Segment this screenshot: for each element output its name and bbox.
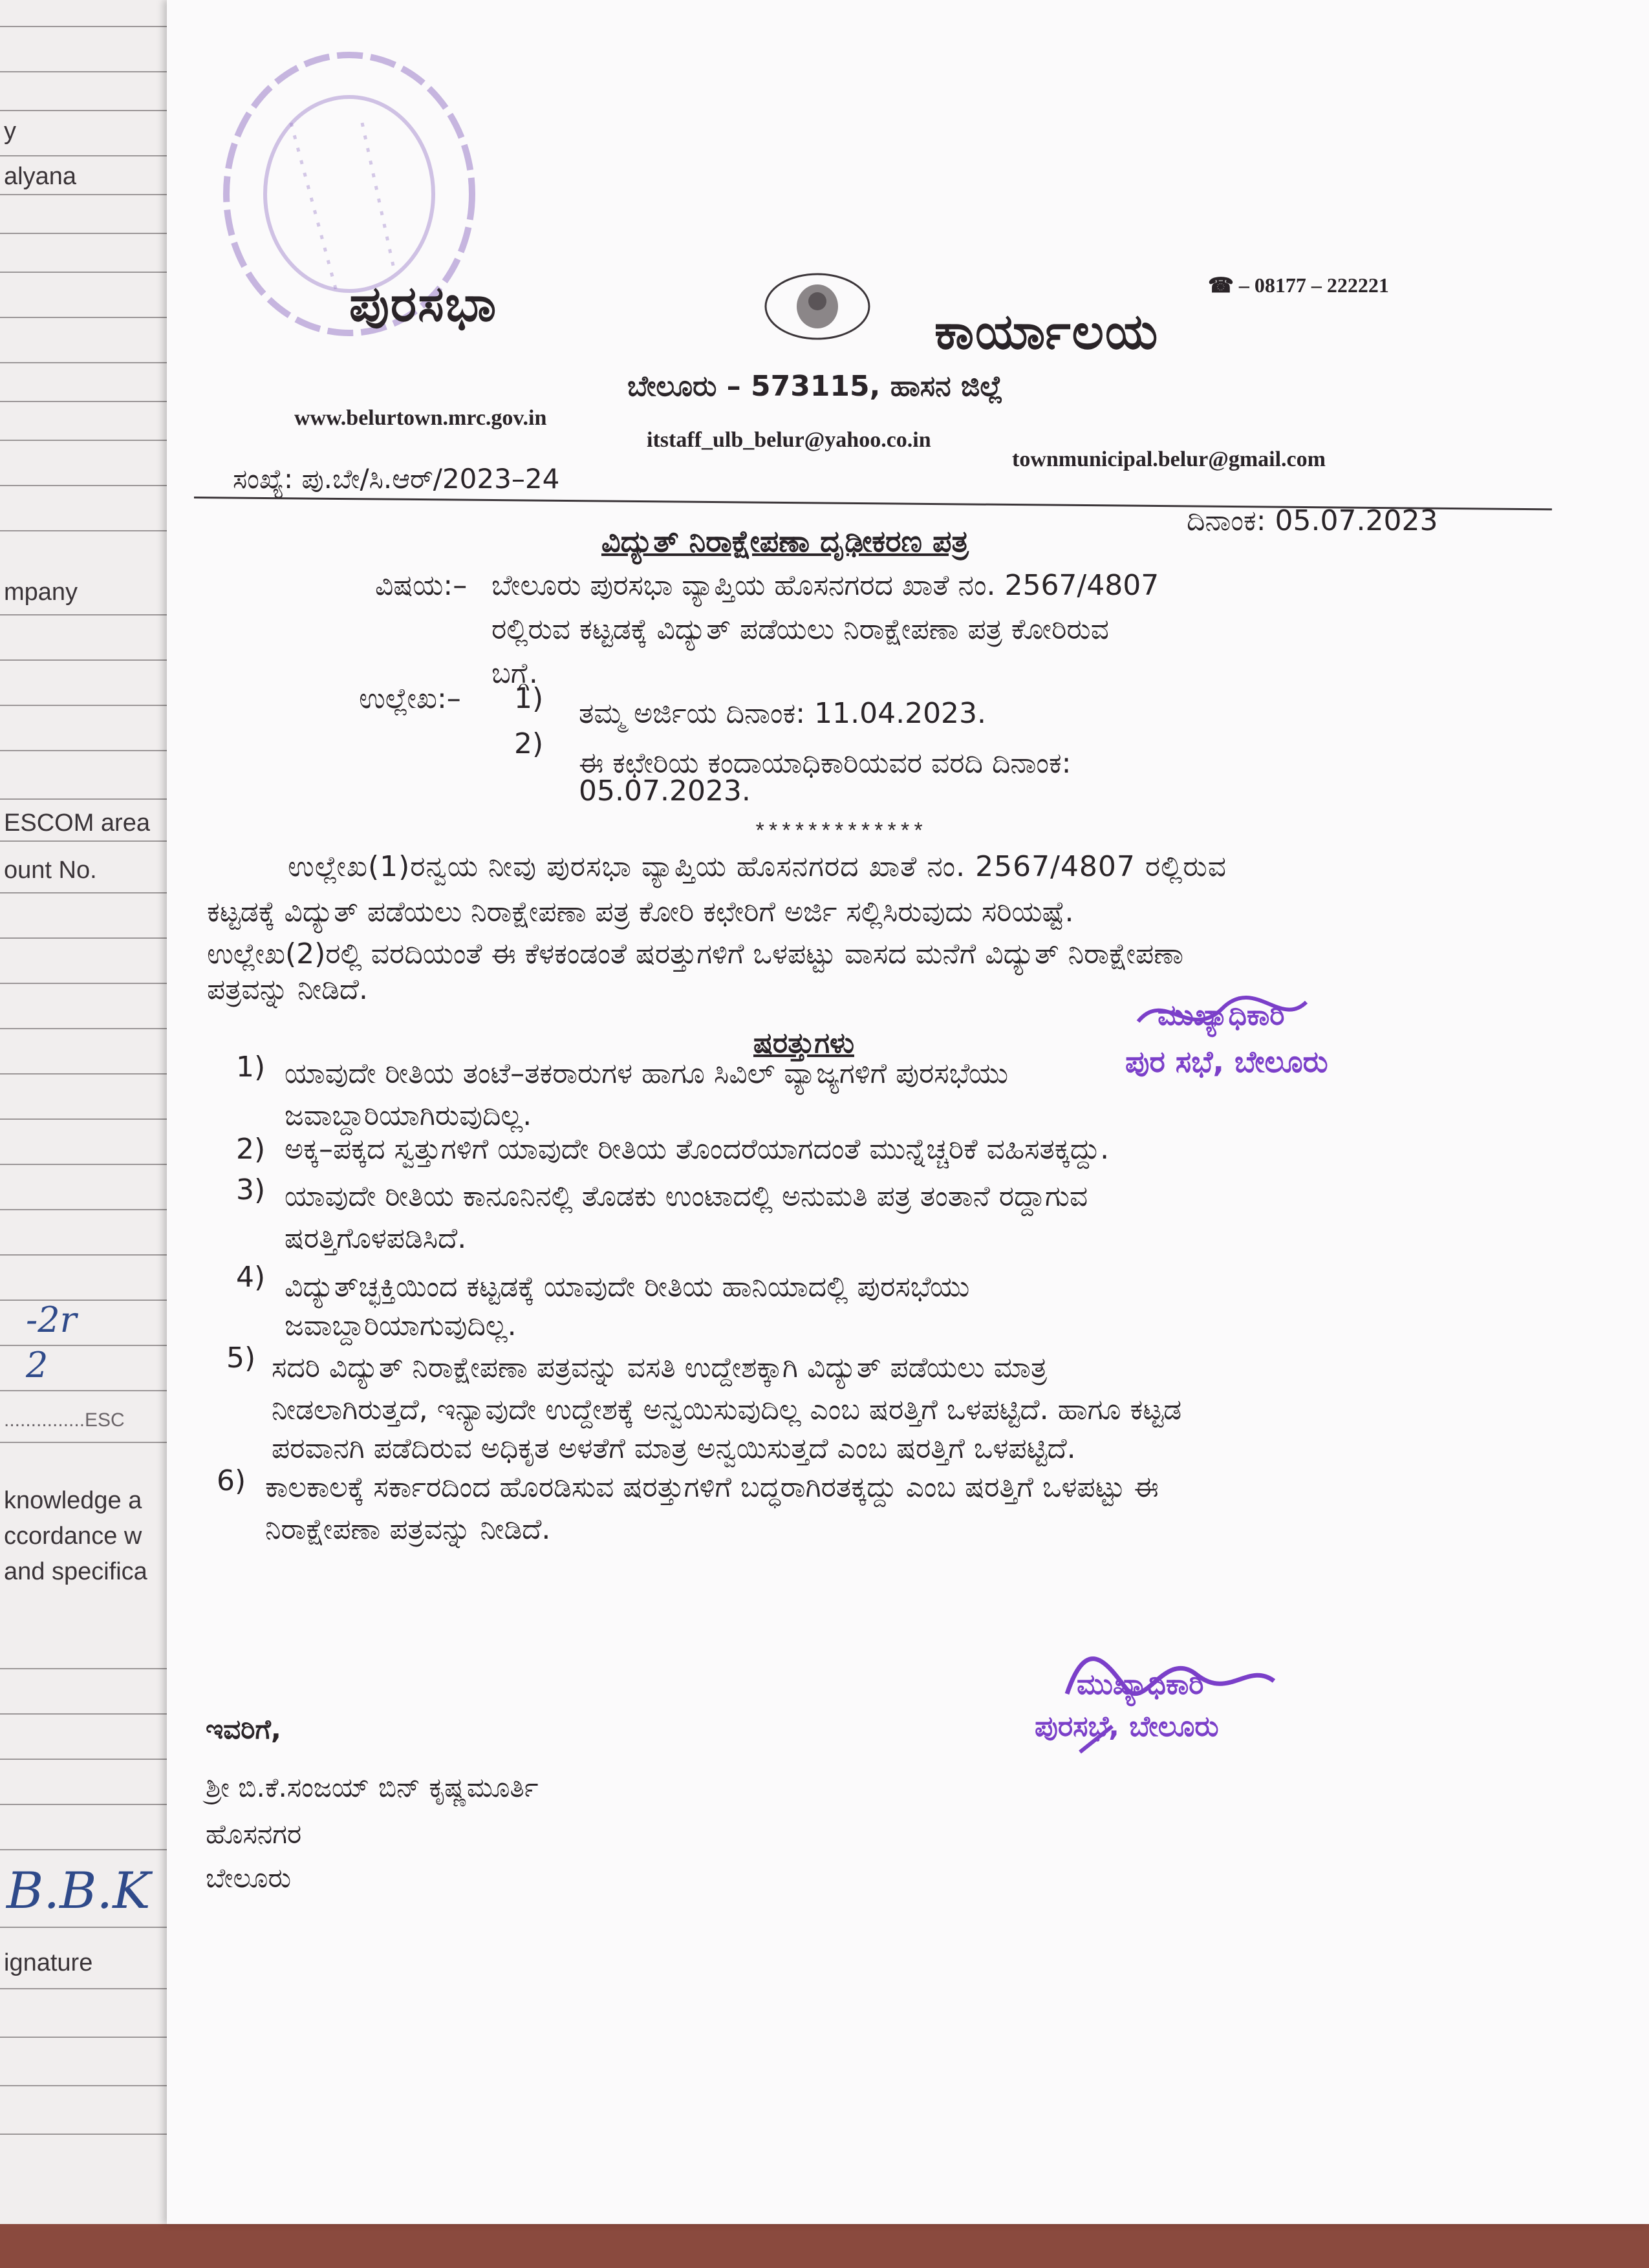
condition-text: ಯಾವುದೇ ರೀತಿಯ ಕಾನೂನಿನಲ್ಲಿ ತೊಡಕು ಉಂಟಾದಲ್ಲಿ ಅನುಮತಿ ಪತ್ರ ತಂತಾನೆ ರದ್ದಾಗುವ (285, 1180, 1088, 1213)
addressee-label: ಇವರಿಗೆ, (206, 1713, 281, 1745)
subject-line: ರಲ್ಲಿರುವ ಕಟ್ಟಡಕ್ಕೆ ವಿದ್ಯುತ್ ಪಡೆಯಲು ನಿರಾಕ್ಷೇಪಣಾ ಪತ್ರ ಕೋರಿರುವ (491, 613, 1109, 646)
underlying-text: ount No. (4, 857, 97, 884)
condition-text: ವಿದ್ಯುತ್‌ಚ್ಛಕ್ತಿಯಿಂದ ಕಟ್ಟಡಕ್ಕೆ ಯಾವುದೇ ರೀತಿಯ ಹಾನಿಯಾದಲ್ಲಿ ಪುರಸಭೆಯು (285, 1270, 970, 1303)
handwritten-mark: -2r (26, 1300, 77, 1340)
signature-stamp-title: ಮುಖ್ಯಾಧಿಕಾರಿ (1077, 1668, 1204, 1701)
handwritten-mark: 2 (26, 1345, 48, 1385)
email-link-yahoo[interactable]: itstaff_ulb_belur@yahoo.co.in (647, 428, 931, 452)
body-line: ಕಟ್ಟಡಕ್ಕೆ ವಿದ್ಯುತ್ ಪಡೆಯಲು ನಿರಾಕ್ಷೇಪಣಾ ಪತ್ರ ಕೋರಿ ಕಛೇರಿಗೆ ಅರ್ಜಿ ಸಲ್ಲಿಸಿರುವುದು ಸರಿಯಷ್ಟೆ. (207, 895, 1074, 928)
underlying-text: ccordance w (4, 1523, 142, 1550)
condition-text: ಪರವಾನಗಿ ಪಡೆದಿರುವ ಅಧಿಕೃತ ಅಳತೆಗೆ ಮಾತ್ರ ಅನ್ವಯಿಸುತ್ತದೆ ಎಂಬ ಷರತ್ತಿಗೆ ಒಳಪಟ್ಟಿದೆ. (272, 1432, 1076, 1465)
subject-line: ಬಗ್ಗೆ. (491, 657, 538, 690)
website-link[interactable]: www.belurtown.mrc.gov.in (294, 406, 547, 430)
condition-text: ಅಕ್ಕ–ಪಕ್ಕದ ಸ್ವತ್ತುಗಳಿಗೆ ಯಾವುದೇ ರೀತಿಯ ತೊಂದರೆಯಾಗದಂತೆ ಮುನ್ನೆಚ್ಚರಿಕೆ ವಹಿಸತಕ್ಕದ್ದು. (285, 1133, 1110, 1166)
office-title-right: ಕಾರ್ಯಾಲಯ (934, 303, 1159, 360)
condition-text: ಕಾಲಕಾಲಕ್ಕೆ ಸರ್ಕಾರದಿಂದ ಹೊರಡಿಸುವ ಷರತ್ತುಗಳಿಗೆ ಬದ್ಧರಾಗಿರತಕ್ಕದ್ದು ಎಂಬ ಷರತ್ತಿಗೆ ಒಳಪಟ್ಟು ಈ (265, 1471, 1159, 1504)
signature-stamp-office: ಪುರಸಭೆ, ಬೇಲೂರು (1035, 1710, 1219, 1743)
addressee-name: ಶ್ರೀ ಬಿ.ಕೆ.ಸಂಜಯ್ ಬಿನ್ ಕೃಷ್ಣಮೂರ್ತಿ (206, 1771, 539, 1803)
subject-line: ಬೇಲೂರು ಪುರಸಭಾ ವ್ಯಾಪ್ತಿಯ ಹೊಸನಗರದ ಖಾತೆ ನಂ. 2567/4807 (491, 569, 1159, 602)
email-link-gmail[interactable]: townmunicipal.belur@gmail.com (1012, 447, 1326, 471)
reference-text-2: ಈ ಕಛೇರಿಯ ಕಂದಾಯಾಧಿಕಾರಿಯವರ ವರದಿ ದಿನಾಂಕ: (579, 747, 1072, 780)
reference-number-1: 1) (514, 682, 544, 715)
certificate-title: ವಿದ್ಯುತ್ ನಿರಾಕ್ಷೇಪಣಾ ದೃಢೀಕರಣ ಪತ್ರ (601, 524, 969, 559)
signature-stamp-office: ಪುರ ಸಭೆ, ಬೇಲೂರು (1125, 1044, 1328, 1079)
reference-number-2: 2) (514, 727, 544, 760)
condition-number: 4) (236, 1261, 266, 1294)
underlying-text: ...............ESC (4, 1409, 125, 1431)
handwritten-initials: B.B.K (6, 1862, 151, 1920)
subject-label: ವಿಷಯ:– (375, 569, 468, 602)
underlying-text: knowledge a (4, 1487, 142, 1514)
condition-text: ಯಾವುದೇ ರೀತಿಯ ತಂಟೆ–ತಕರಾರುಗಳ ಹಾಗೂ ಸಿವಿಲ್ ವ್ಯಾಜ್ಯಗಳಿಗೆ ಪುರಸಭೆಯು (285, 1057, 1009, 1090)
reference-label: ಉಲ್ಲೇಖ:– (359, 682, 461, 715)
body-line: ಉಲ್ಲೇಖ(2)ರಲ್ಲಿ ವರದಿಯಂತೆ ಈ ಕೆಳಕಂಡಂತೆ ಷರತ್ತುಗಳಿಗೆ ಒಳಪಟ್ಟು ವಾಸದ ಮನೆಗೆ ವಿದ್ಯುತ್ ನಿರಾಕ್ಷೇಪಣಾ (207, 937, 1184, 970)
body-line: ಪತ್ರವನ್ನು ನೀಡಿದೆ. (207, 973, 369, 1006)
condition-text: ಸದರಿ ವಿದ್ಯುತ್ ನಿರಾಕ್ಷೇಪಣಾ ಪತ್ರವನ್ನು ವಸತಿ ಉದ್ದೇಶಕ್ಕಾಗಿ ವಿದ್ಯುತ್ ಪಡೆಯಲು ಮಾತ್ರ (272, 1351, 1048, 1384)
phone-number: ☎ – 08177 – 222221 (1208, 273, 1389, 297)
underlying-text: ignature (4, 1949, 93, 1976)
underlying-text: ESCOM area (4, 809, 150, 837)
signature-stamp-title: ಮುಖ್ಯಾಧಿಕಾರಿ (1158, 999, 1285, 1032)
underlying-text: mpany (4, 579, 78, 606)
municipal-emblem-icon (762, 269, 873, 341)
body-line: ಉಲ್ಲೇಖ(1)ರನ್ವಯ ನೀವು ಪುರಸಭಾ ವ್ಯಾಪ್ತಿಯ ಹೊಸನಗರದ ಖಾತೆ ನಂ. 2567/4807 ರಲ್ಲಿರುವ (288, 850, 1227, 883)
letter-date: ದಿನಾಂಕ: 05.07.2023 (1187, 504, 1438, 537)
condition-number: 1) (236, 1051, 266, 1084)
conditions-title: ಷರತ್ತುಗಳು (753, 1027, 854, 1060)
condition-number: 3) (236, 1173, 266, 1206)
reference-text-1: ತಮ್ಮ ಅರ್ಜಿಯ ದಿನಾಂಕ: 11.04.2023. (579, 697, 987, 730)
condition-text: ನೀಡಲಾಗಿರುತ್ತದೆ, ಇನ್ಯಾವುದೇ ಉದ್ದೇಶಕ್ಕೆ ಅನ್ವಯಿಸುವುದಿಲ್ಲ ಎಂಬ ಷರತ್ತಿಗೆ ಒಳಪಟ್ಟಿದೆ. ಹಾಗೂ ಕಟ್ಟಡ (272, 1393, 1182, 1426)
underlying-text: y (4, 118, 16, 145)
reference-number: ಸಂಖ್ಯೆ: ಪು.ಬೇ/ಸಿ.ಆರ್/2023–24 (233, 463, 560, 495)
condition-text: ಜವಾಬ್ದಾರಿಯಾಗುವುದಿಲ್ಲ. (285, 1309, 517, 1342)
condition-text: ನಿರಾಕ್ಷೇಪಣಾ ಪತ್ರವನ್ನು ನೀಡಿದೆ. (265, 1513, 551, 1546)
condition-number: 6) (217, 1464, 246, 1497)
addressee-town: ಬೇಲೂರು (206, 1862, 292, 1894)
condition-text: ಜವಾಬ್ದಾರಿಯಾಗಿರುವುದಿಲ್ಲ. (285, 1099, 532, 1132)
underlying-text: alyana (4, 163, 76, 190)
separator-stars: ************* (753, 821, 925, 846)
condition-number: 2) (236, 1133, 266, 1166)
addressee-locality: ಹೊಸನಗರ (206, 1818, 302, 1850)
office-title-left: ಪುರಸಭಾ (349, 275, 498, 332)
office-address: ಬೇಲೂರು – 573115, ಹಾಸನ ಜಿಲ್ಲೆ (627, 370, 1003, 403)
reference-text-2: 05.07.2023. (579, 775, 751, 808)
condition-number: 5) (226, 1342, 256, 1375)
underlying-text: and specifica (4, 1558, 147, 1585)
background-surface (0, 2224, 1649, 2268)
condition-text: ಷರತ್ತಿಗೊಳಪಡಿಸಿದೆ. (285, 1222, 467, 1255)
